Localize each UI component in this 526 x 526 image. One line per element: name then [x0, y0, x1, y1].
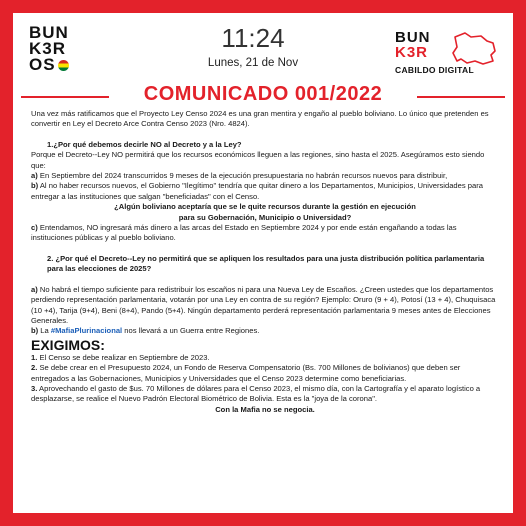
closing-line: Con la Mafia no se negocia.	[215, 404, 315, 414]
logo-right-subtitle: CABILDO DIGITAL	[395, 65, 474, 75]
demand-item-1: 1. El Censo se debe realizar en Septiembre de 2023.	[31, 352, 210, 362]
section1-item-b: b) Al no haber recursos nuevos, el Gobierno "Ilegítimo" tendría que quitar dinero a los Departamentos, Municipios, Universidades para entregar a las instituciones que salgan "beneficiadas" con el Censo.	[31, 181, 483, 201]
title-rule-right	[417, 96, 505, 98]
section1-item-c: c) Entendamos, NO ingresará más dinero a las arcas del Estado en Septiembre 2024 y por ende están engañando a todas las instituciones públicas y al pueblo boliviano.	[31, 223, 457, 243]
section1-highlight-1: ¿Algún boliviano aceptaría que se le quite recursos durante la gestión en ejecución	[114, 202, 416, 212]
logo-right-line-1: BUN	[395, 29, 431, 46]
section1-highlight-2: para su Gobernación, Municipio o Universidad?	[178, 212, 352, 222]
bolivia-map-icon	[447, 31, 499, 67]
logo-line-2: K3R	[29, 39, 67, 58]
section1-lead: Porque el Decreto--Ley NO permitirá que los recursos económicos lleguen a las regiones, sino hasta el 2025. Asegúramos esto siendo que:	[31, 150, 485, 170]
section2-item-b: b) La #MafiaPlurinacional nos llevará a un Guerra entre Regiones.	[31, 326, 260, 336]
cabildo-digital-logo	[391, 31, 503, 83]
title-rule-left	[21, 96, 109, 98]
time-display: 11:24	[221, 23, 285, 53]
section1-question: 1.¿Por qué debemos decirle NO al Decreto y a la Ley?	[47, 139, 242, 149]
bolivia-flag-icon	[58, 60, 69, 71]
section2-item-a: a) No habrá el tiempo suficiente para redistribuir los escaños ni para una Nueva Ley de Escaños. ¿Creen ustedes que los departamentos perdiendo representación parlamentaria, votarán por una Ley en contra de su región? Ejemplo: Oruro (9 + 4), Potosí (13 + 4), Chuquisaca (10 +4), Tarija (9+4), Beni (8+4), Pando (5+4). Ningún departamento perderá representación parlamentaria 9 meses antes de Elecciones Generales.	[31, 284, 496, 325]
section1-item-a: a) En Septiembre del 2024 transcurridos 9 meses de la ejecución presupuestaria no habrán recursos nuevos para distribuir,	[31, 171, 448, 181]
communique-card	[13, 13, 513, 513]
date-display: Lunes, 21 de Nov	[207, 57, 299, 69]
demand-item-3: 3. Aprovechando el gasto de $us. 70 Millones de dólares para el Censo 2023, el mismo día, con la Cartografía y el aparato logístico a desplazarse, se realice el Nuevo Padrón Electoral Biométrico de Bolivia. Esta es la "joya de la corona".	[31, 383, 481, 404]
bunkeros-logo	[29, 25, 91, 73]
demand-item-2: 2. Se debe crear en el Presupuesto 2024, un Fondo de Reserva Compensatorio (Bs. 700 Millones de bolivianos) que deben ser entregados a las Gobernaciones, Municipios y Universidades que el Censo 2023 determine como beneficiarias.	[31, 363, 461, 383]
logo-line-1: BUN	[29, 23, 69, 42]
communique-title: COMUNICADO 001/2022	[143, 83, 383, 105]
demands-heading: EXIGIMOS:	[31, 336, 105, 353]
logo-line-3: OS	[29, 57, 91, 73]
communique-body	[31, 109, 499, 415]
logo-right-line-2: K3R	[395, 44, 429, 61]
hashtag-link[interactable]: #MafiaPlurinacional	[50, 326, 123, 336]
header	[13, 13, 513, 105]
intro-paragraph: Una vez más ratificamos que el Proyecto Ley Censo 2024 es una gran mentira y engaño al pueblo boliviano. Lo único que pretenden es convertir en Ley el Decreto Arce Contra Censo 2023 (Nro. 4824).	[31, 109, 489, 129]
section2-question: 2. ¿Por qué el Decreto--Ley no permitirá que se apliquen los resultados para una justa distribución política parlamentaria para las elecciones de 2025?	[47, 253, 485, 274]
